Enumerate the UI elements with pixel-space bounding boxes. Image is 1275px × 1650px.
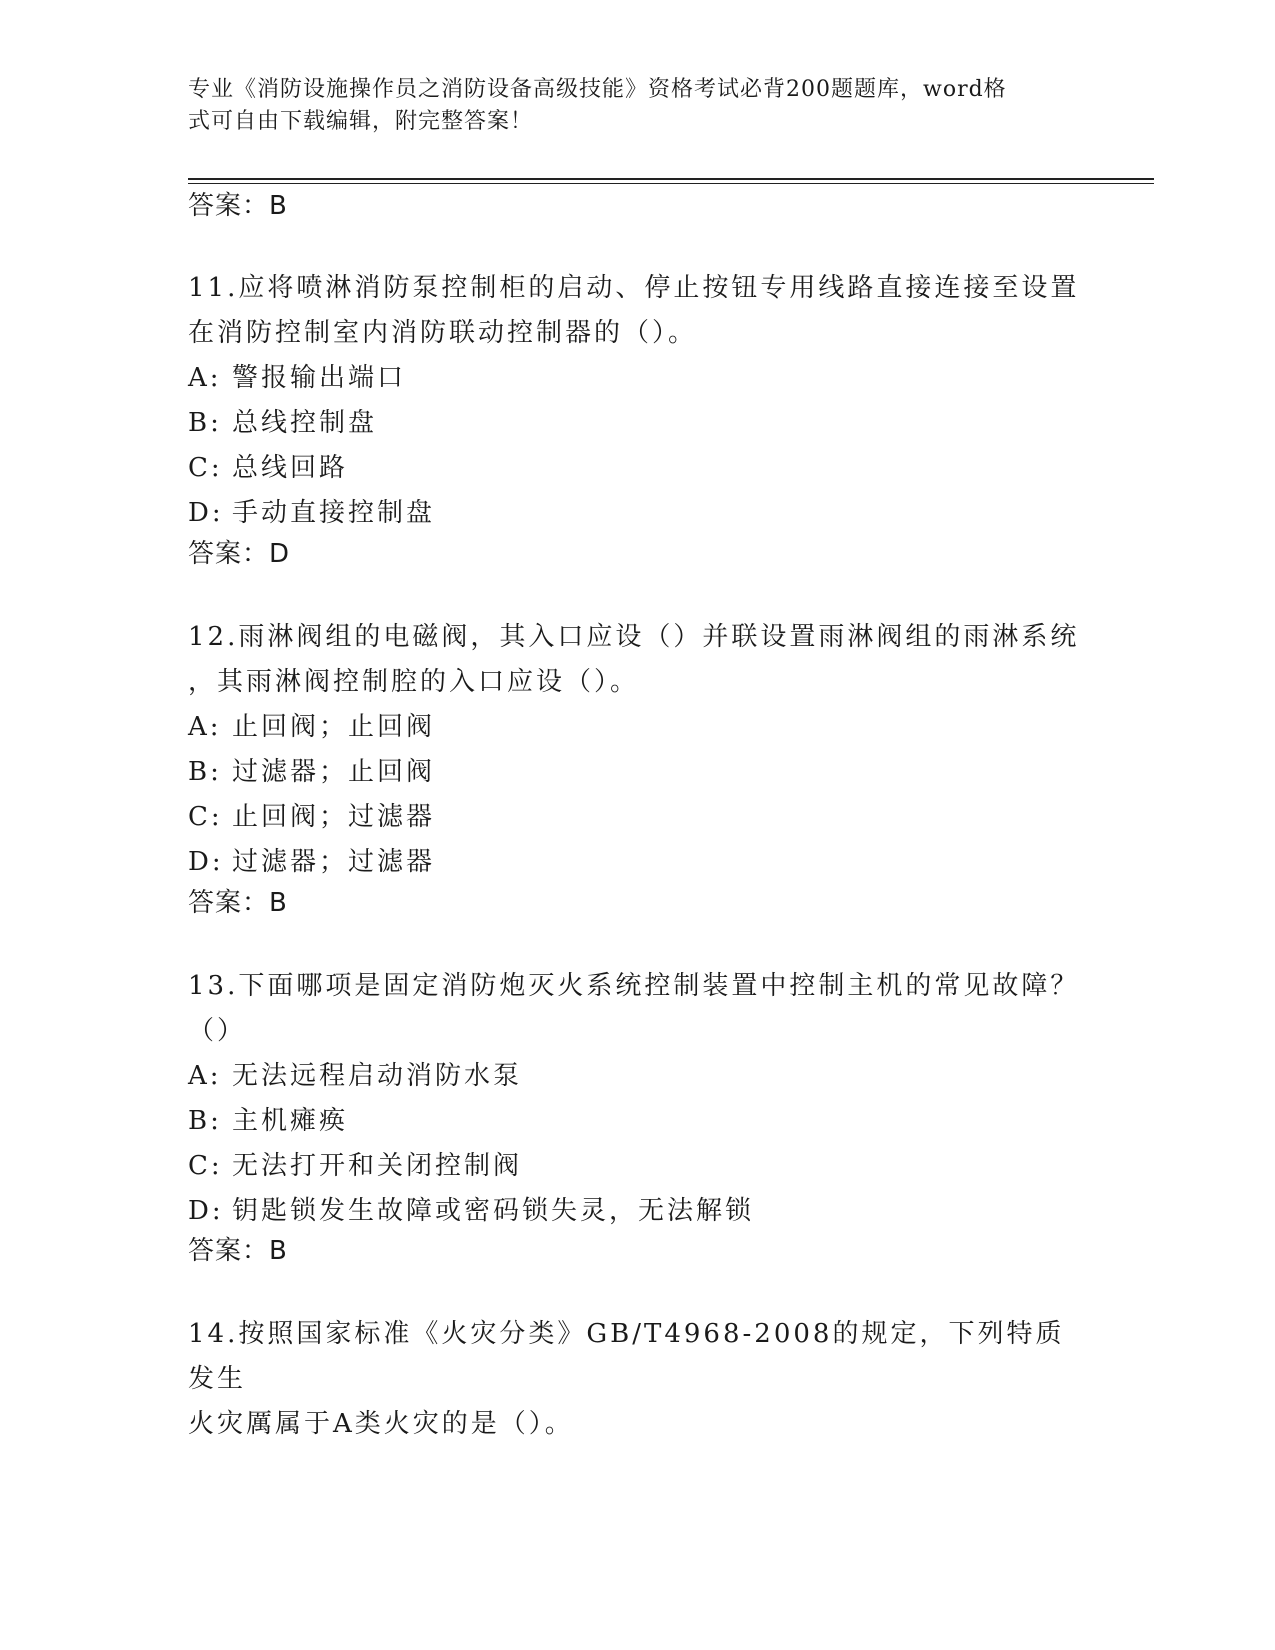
option-label: C:	[188, 1151, 223, 1181]
question-11-option-b	[188, 401, 1088, 446]
option-label: A:	[188, 712, 222, 742]
option-text: 过滤器；过滤器	[232, 847, 436, 877]
option-label: D:	[188, 847, 224, 877]
answer-line-q10: 答案：B	[188, 191, 288, 221]
question-11-option-a	[188, 356, 1088, 401]
option-text: 止回阀；过滤器	[232, 802, 436, 832]
header-divider	[188, 178, 1154, 180]
option-text: 无法远程启动消防水泵	[232, 1061, 523, 1091]
question-12-line-2: ，其雨淋阀控制腔的入口应设（）。	[188, 667, 640, 697]
question-13-line-2: （）	[188, 1016, 247, 1046]
option-text: 过滤器；止回阀	[232, 757, 436, 787]
question-12-option-a	[188, 705, 1088, 750]
option-text: 止回阀；止回阀	[232, 712, 436, 742]
question-14-text	[188, 1312, 1088, 1447]
option-label: C:	[188, 453, 223, 483]
option-label: B:	[188, 757, 222, 787]
header-line-2: 式可自由下载编辑，附完整答案！	[188, 109, 534, 134]
question-11-line-1: 11.应将喷淋消防泵控制柜的启动、停止按钮专用线路直接连接至设置	[188, 273, 1080, 303]
answer-line-q12: 答案：B	[188, 888, 288, 918]
question-11-option-c	[188, 446, 1088, 491]
question-12-option-d	[188, 840, 1088, 885]
question-14-line-2: 火灾厲属于A类火灾的是（）。	[188, 1409, 574, 1439]
option-text: 警报输出端口	[232, 363, 407, 393]
option-label: D:	[188, 1196, 224, 1226]
option-text: 总线控制盘	[232, 408, 378, 438]
header-divider-thin	[188, 183, 1154, 184]
question-13-option-a	[188, 1054, 1088, 1099]
document-header	[188, 74, 1068, 138]
header-line-1: 专业《消防设施操作员之消防设备高级技能》资格考试必背200题题库，word格	[188, 77, 1007, 102]
option-text: 主机瘫痪	[232, 1106, 349, 1136]
question-12	[188, 615, 1088, 885]
question-11-line-2: 在消防控制室内消防联动控制器的（）。	[188, 318, 698, 348]
option-text: 钥匙锁发生故障或密码锁失灵，无法解锁	[232, 1196, 755, 1226]
answer-line-q11: 答案：D	[188, 539, 291, 569]
option-text: 手动直接控制盘	[232, 498, 436, 528]
option-label: D:	[188, 498, 224, 528]
question-13-option-c	[188, 1144, 1088, 1189]
option-label: B:	[188, 408, 222, 438]
option-label: A:	[188, 1061, 222, 1091]
question-13	[188, 964, 1088, 1234]
question-14-line-1: 14.按照国家标准《火灾分类》GB/T4968-2008的规定，下列特质发生	[188, 1319, 1065, 1394]
question-12-option-b	[188, 750, 1088, 795]
question-12-text	[188, 615, 1088, 705]
question-12-line-1: 12.雨淋阀组的电磁阀，其入口应设（）并联设置雨淋阀组的雨淋系统	[188, 622, 1080, 652]
question-13-text	[188, 964, 1088, 1054]
question-12-option-c	[188, 795, 1088, 840]
question-13-option-b	[188, 1099, 1088, 1144]
answer-line-q13: 答案：B	[188, 1236, 288, 1266]
option-label: C:	[188, 802, 223, 832]
question-13-line-1: 13.下面哪项是固定消防炮灭火系统控制装置中控制主机的常见故障？	[188, 971, 1080, 1001]
question-13-option-d	[188, 1189, 1088, 1234]
option-text: 无法打开和关闭控制阀	[232, 1151, 523, 1181]
question-11	[188, 266, 1088, 536]
question-11-text	[188, 266, 1088, 356]
question-14	[188, 1312, 1088, 1447]
option-text: 总线回路	[232, 453, 349, 483]
question-11-option-d	[188, 491, 1088, 536]
option-label: B:	[188, 1106, 222, 1136]
option-label: A:	[188, 363, 222, 393]
